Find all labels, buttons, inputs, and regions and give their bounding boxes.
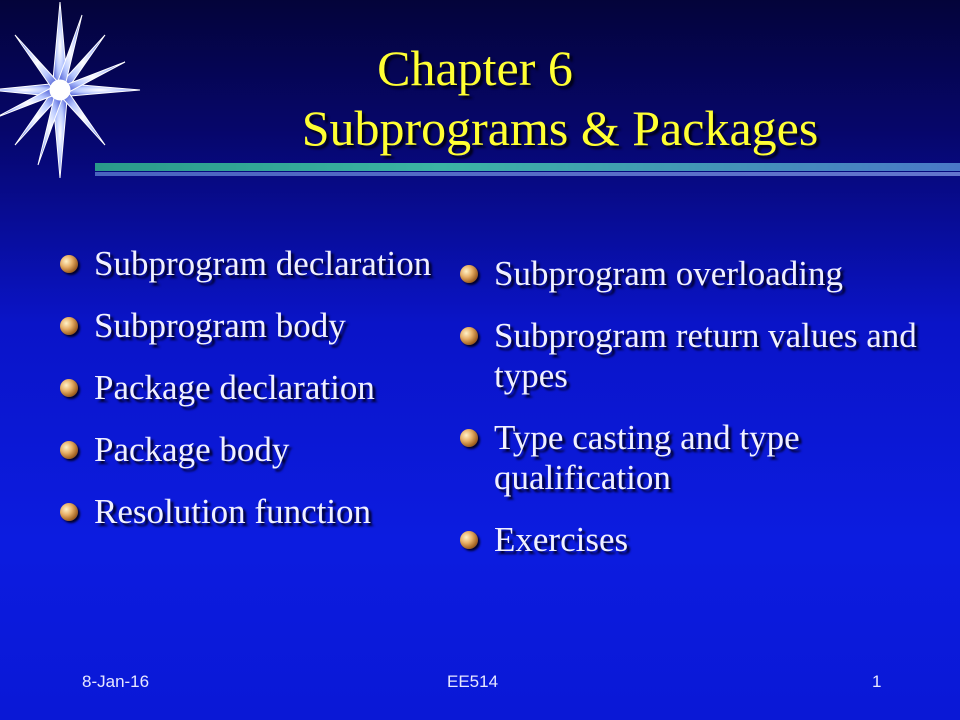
list-item	[458, 418, 948, 498]
bullet-icon	[460, 531, 478, 549]
bullet-icon	[60, 379, 78, 397]
list-item	[58, 492, 448, 532]
title-underline-bar	[95, 163, 960, 171]
bullet-icon	[60, 441, 78, 459]
list-item	[58, 368, 448, 408]
list-item	[458, 316, 948, 396]
bullet-icon	[60, 255, 78, 273]
left-bullet-list	[58, 244, 448, 554]
title-line-1: Chapter 6	[377, 40, 573, 96]
slide-title	[200, 38, 960, 158]
footer-date: 8-Jan-16	[82, 672, 150, 691]
list-item	[58, 306, 448, 346]
list-item-text: Subprogram return values and types	[494, 316, 917, 395]
bullet-icon	[460, 327, 478, 345]
bullet-icon	[460, 265, 478, 283]
bullet-icon	[60, 317, 78, 335]
list-item	[58, 430, 448, 470]
bullet-icon	[460, 429, 478, 447]
list-item-text: Resolution function	[94, 492, 372, 531]
list-item	[458, 520, 948, 560]
title-underline-shadow	[95, 172, 960, 176]
list-item-text: Subprogram declaration	[94, 244, 432, 283]
list-item-text: Type casting and type qualification	[494, 418, 800, 497]
bullet-icon	[60, 503, 78, 521]
footer-course: EE514	[447, 672, 499, 691]
title-line-2: Subprograms & Packages	[301, 100, 819, 156]
footer-page-number: 1	[872, 672, 882, 691]
list-item-text: Exercises	[494, 520, 629, 559]
list-item	[58, 244, 448, 284]
list-item	[458, 254, 948, 294]
list-item-text: Package declaration	[94, 368, 375, 407]
list-item-text: Subprogram body	[94, 306, 346, 345]
right-bullet-list	[458, 254, 948, 582]
list-item-text: Package body	[94, 430, 290, 469]
list-item-text: Subprogram overloading	[494, 254, 843, 293]
